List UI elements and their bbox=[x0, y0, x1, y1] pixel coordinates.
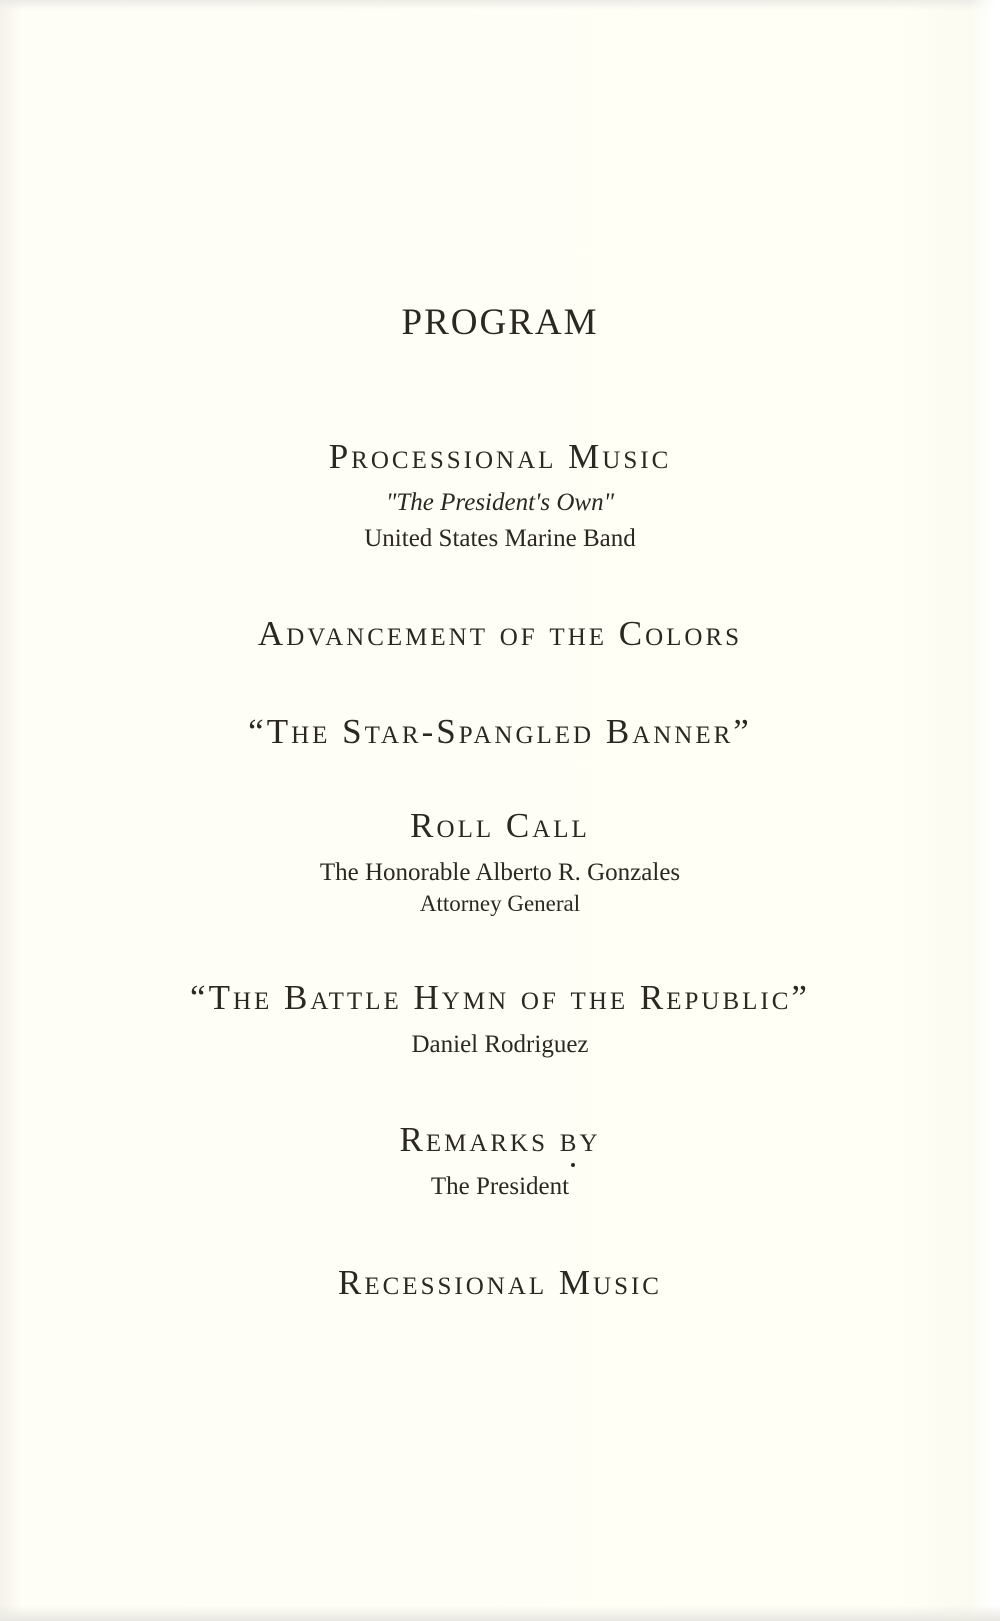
advancement-of-colors-heading: Advancement of the Colors bbox=[257, 614, 743, 653]
program-title: PROGRAM bbox=[401, 302, 599, 343]
remarks-speaker: The President bbox=[430, 1173, 570, 1200]
roll-call-role: Attorney General bbox=[419, 891, 581, 916]
ensemble-nickname: "The President's Own" bbox=[385, 489, 615, 516]
remarks-heading: Remarks by bbox=[399, 1120, 601, 1159]
battle-hymn-heading: “The Battle Hymn of the Republic” bbox=[190, 978, 810, 1017]
roll-call-heading: Roll Call bbox=[410, 806, 590, 845]
recessional-music-heading: Recessional Music bbox=[338, 1263, 662, 1302]
roll-call-person: The Honorable Alberto R. Gonzales bbox=[319, 859, 681, 886]
ensemble-name: United States Marine Band bbox=[364, 525, 636, 552]
paper-edge-top bbox=[0, 0, 1000, 10]
battle-hymn-performer: Daniel Rodriguez bbox=[411, 1031, 589, 1058]
processional-music-heading: Processional Music bbox=[328, 437, 672, 476]
paper-edge-bottom bbox=[0, 1605, 1000, 1621]
ink-speck bbox=[571, 1163, 575, 1167]
national-anthem-heading: “The Star-Spangled Banner” bbox=[248, 712, 752, 751]
